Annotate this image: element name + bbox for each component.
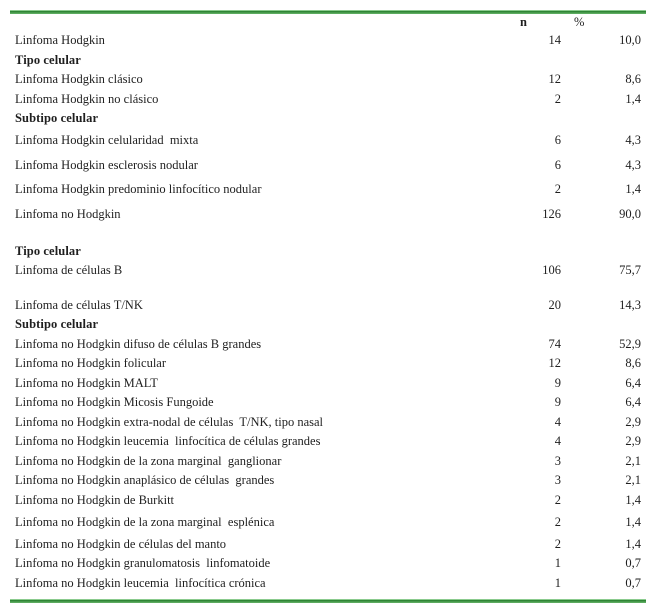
row-pct-value: 52,9 <box>619 336 641 351</box>
row-pct-value: 2,9 <box>625 414 641 429</box>
table-row <box>10 202 646 227</box>
row-pct-value: 6,4 <box>625 395 641 410</box>
row-pct-value: 2,1 <box>625 473 641 488</box>
table-row <box>10 535 646 555</box>
section-header-row <box>10 109 646 129</box>
row-n-value: 2 <box>554 536 561 551</box>
table-row <box>10 70 646 90</box>
row-pct-value: 14,3 <box>619 297 641 312</box>
table-row <box>10 90 646 110</box>
row-label: Linfoma no Hodgkin folicular <box>15 356 167 371</box>
section-header-row <box>10 51 646 71</box>
row-label: Linfoma de células T/NK <box>15 297 143 312</box>
row-n-value: 1 <box>554 556 561 571</box>
row-n-value: 2 <box>554 514 561 529</box>
row-n-value: 6 <box>554 157 561 172</box>
row-n-value: 9 <box>554 395 561 410</box>
table-row <box>10 510 646 535</box>
table-row <box>10 296 646 316</box>
row-pct-value: 1,4 <box>625 492 641 507</box>
row-n-value: 4 <box>554 434 561 449</box>
section-header-row <box>10 242 646 262</box>
row-label: Linfoma no Hodgkin Micosis Fungoide <box>15 395 214 410</box>
row-pct-value: 75,7 <box>619 263 641 278</box>
row-label: Tipo celular <box>15 243 81 258</box>
row-pct-value: 8,6 <box>625 72 641 87</box>
row-pct-value: 8,6 <box>625 356 641 371</box>
row-pct-value: 4,3 <box>625 133 641 148</box>
table-row <box>10 393 646 413</box>
row-label: Linfoma Hodgkin <box>15 33 105 48</box>
row-label: Linfoma no Hodgkin de la zona marginal ganglionar <box>15 453 282 468</box>
row-label: Linfoma Hodgkin clásico <box>15 72 143 87</box>
row-label: Linfoma no Hodgkin extra-nodal de células T/NK, tipo nasal <box>15 414 324 429</box>
row-label: Linfoma no Hodgkin de la zona marginal esplénica <box>15 514 275 529</box>
row-pct-value <box>561 227 646 242</box>
row-n-value: 12 <box>548 356 561 371</box>
row-pct-value: 6,4 <box>625 375 641 390</box>
table-row <box>10 413 646 433</box>
table-body <box>10 31 646 593</box>
row-label: Linfoma Hodgkin esclerosis nodular <box>15 157 198 172</box>
row-pct-value: 4,3 <box>625 157 641 172</box>
row-pct-value: 2,9 <box>625 434 641 449</box>
row-label: Linfoma no Hodgkin anaplásico de células grandes <box>15 473 275 488</box>
table-row <box>10 374 646 394</box>
row-n-value <box>486 315 561 335</box>
table-row <box>10 261 646 281</box>
row-n-value: 126 <box>542 206 561 221</box>
header-n: n <box>520 15 527 29</box>
row-n-value <box>486 227 561 242</box>
section-header-row <box>10 315 646 335</box>
row-label: Linfoma no Hodgkin granulomatosis linfomatoide <box>15 556 271 571</box>
row-label: Linfoma de células B <box>15 263 123 278</box>
table-bottom-rule <box>10 599 646 603</box>
row-n-value <box>486 109 561 129</box>
table-row <box>10 178 646 203</box>
spacer-row <box>10 227 646 242</box>
row-pct-value <box>561 281 646 296</box>
row-n-value <box>486 51 561 71</box>
table-head <box>10 14 646 31</box>
table-row <box>10 471 646 491</box>
row-n-value: 4 <box>554 414 561 429</box>
row-pct-value <box>561 109 646 129</box>
table-row <box>10 153 646 178</box>
row-pct-value: 90,0 <box>619 206 641 221</box>
row-label: Linfoma Hodgkin no clásico <box>15 91 159 106</box>
row-pct-value <box>561 51 646 71</box>
row-label: Linfoma no Hodgkin leucemia linfocítica crónica <box>15 575 266 590</box>
row-label: Linfoma no Hodgkin leucemia linfocítica de células grandes <box>15 434 321 449</box>
row-label <box>10 227 486 242</box>
row-pct-value: 10,0 <box>619 33 641 48</box>
row-pct-value <box>561 315 646 335</box>
row-pct-value: 0,7 <box>625 556 641 571</box>
row-label: Linfoma no Hodgkin de células del manto <box>15 536 227 551</box>
row-label: Linfoma no Hodgkin de Burkitt <box>15 492 175 507</box>
row-pct-value <box>561 242 646 262</box>
row-n-value: 9 <box>554 375 561 390</box>
row-pct-value: 1,4 <box>625 91 641 106</box>
row-label: Subtipo celular <box>15 111 99 126</box>
row-n-value: 1 <box>554 575 561 590</box>
row-n-value: 12 <box>548 72 561 87</box>
table-row <box>10 31 646 51</box>
row-label: Linfoma no Hodgkin difuso de células B grandes <box>15 336 262 351</box>
row-pct-value: 1,4 <box>625 536 641 551</box>
table-row <box>10 432 646 452</box>
row-n-value <box>486 281 561 296</box>
row-n-value: 2 <box>554 492 561 507</box>
table-row <box>10 452 646 472</box>
row-label: Linfoma Hodgkin celularidad mixta <box>15 133 199 148</box>
row-n-value: 74 <box>548 336 561 351</box>
row-label: Linfoma no Hodgkin <box>15 206 121 221</box>
row-pct-value: 2,1 <box>625 453 641 468</box>
table-row <box>10 129 646 154</box>
row-pct-value: 1,4 <box>625 182 641 197</box>
row-n-value: 3 <box>554 453 561 468</box>
header-row <box>10 14 646 31</box>
row-label: Linfoma no Hodgkin MALT <box>15 375 158 390</box>
row-n-value: 2 <box>554 91 561 106</box>
row-n-value <box>486 242 561 262</box>
table-row <box>10 354 646 374</box>
row-n-value: 6 <box>554 133 561 148</box>
row-label: Subtipo celular <box>15 317 99 332</box>
lymphoma-distribution-table <box>10 14 646 593</box>
row-n-value: 2 <box>554 182 561 197</box>
row-n-value: 3 <box>554 473 561 488</box>
table-row <box>10 554 646 574</box>
table-row <box>10 491 646 511</box>
table-row <box>10 335 646 355</box>
header-pct: % <box>574 15 585 29</box>
row-pct-value: 1,4 <box>625 514 641 529</box>
table-row <box>10 574 646 594</box>
row-n-value: 14 <box>548 33 561 48</box>
row-n-value: 106 <box>542 263 561 278</box>
row-label: Tipo celular <box>15 52 81 67</box>
row-n-value: 20 <box>548 297 561 312</box>
spacer-row <box>10 281 646 296</box>
header-empty-cell <box>10 14 486 31</box>
row-pct-value: 0,7 <box>625 575 641 590</box>
row-label: Linfoma Hodgkin predominio linfocítico nodular <box>15 182 262 197</box>
row-label <box>10 281 486 296</box>
